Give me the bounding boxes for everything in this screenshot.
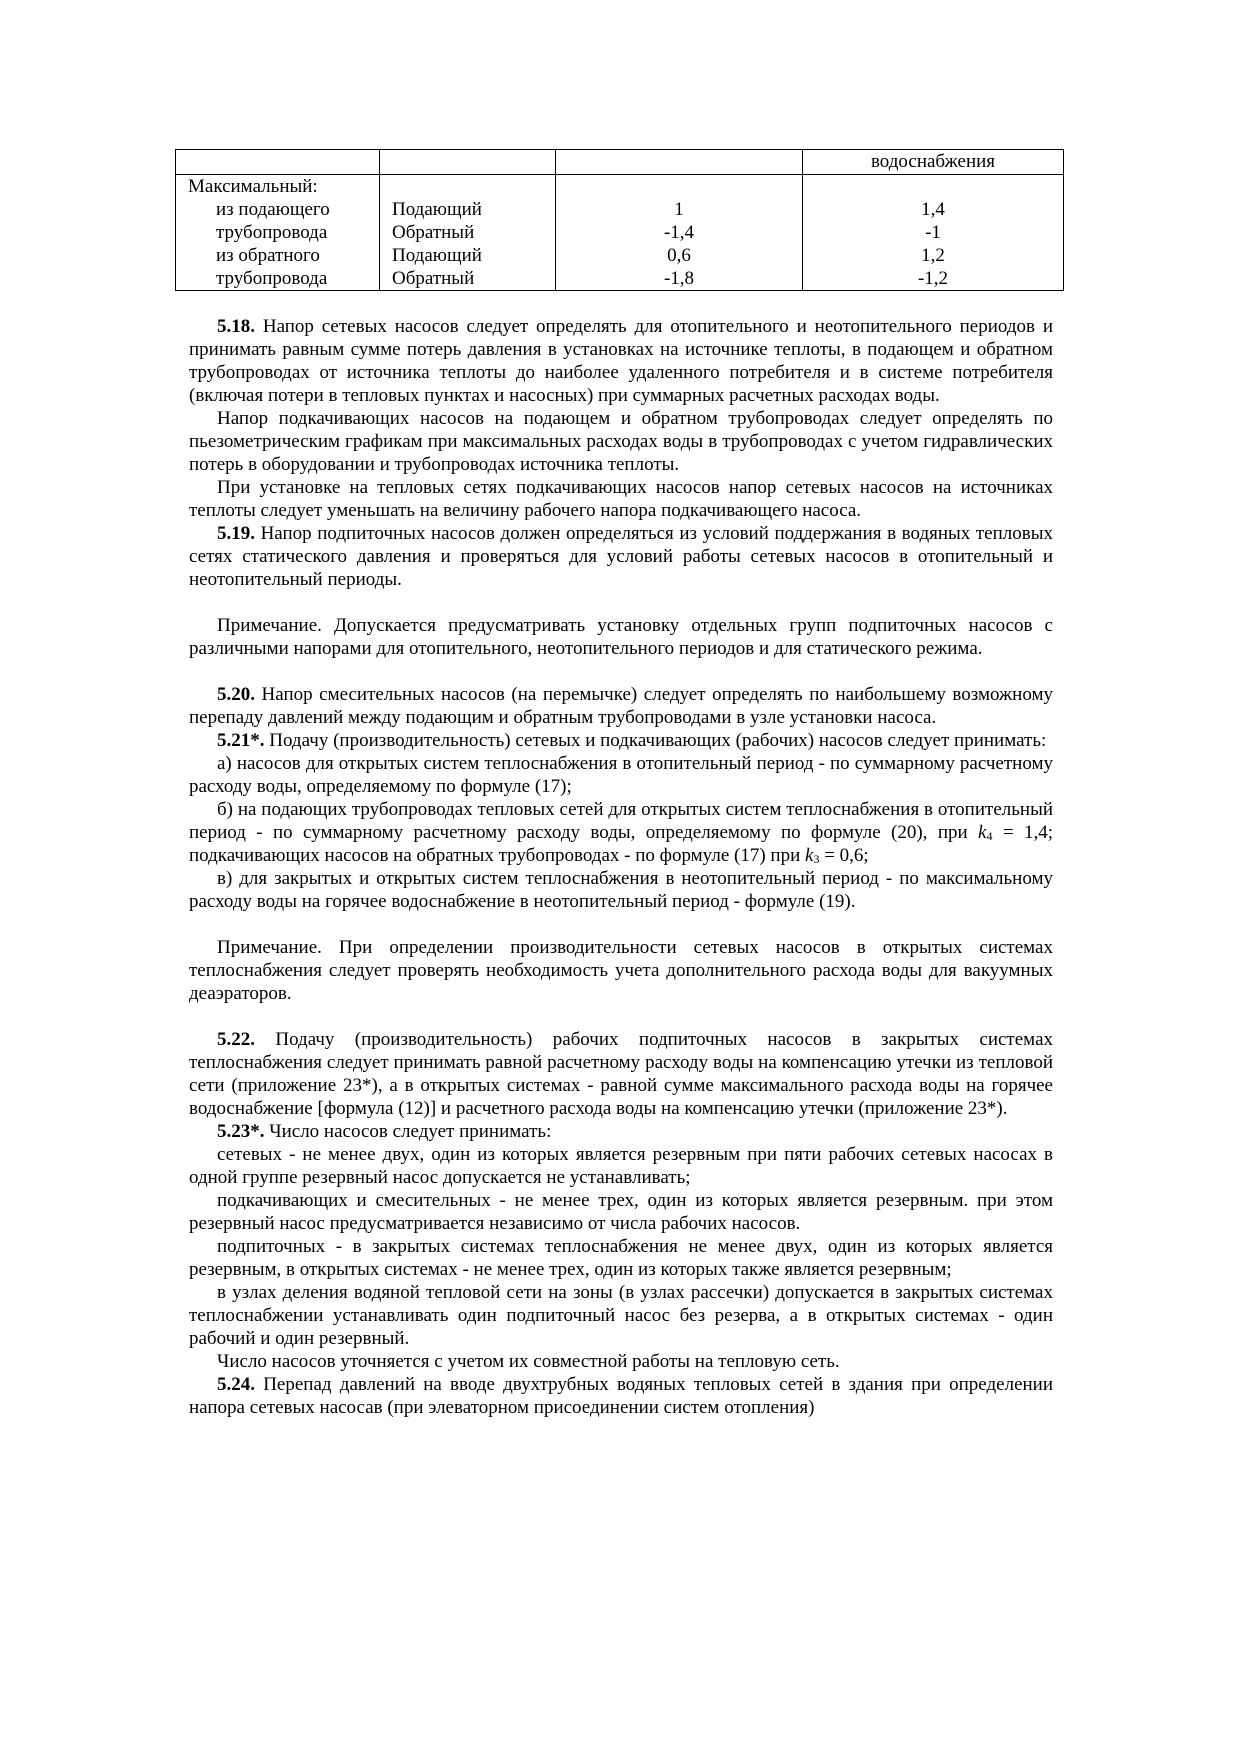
formula-variable: k	[805, 845, 814, 866]
cell-text: 1,4	[921, 199, 945, 220]
table-header-cell	[176, 150, 380, 175]
clause-number: 5.20.	[217, 684, 255, 705]
table-row	[176, 175, 1064, 291]
cell-text: Обратный	[392, 222, 475, 243]
cell-text: из подающего	[216, 199, 330, 220]
clause-number: 5.21*.	[217, 730, 265, 751]
paragraph-5-23	[189, 1120, 1053, 1143]
clause-number: 5.22.	[217, 1029, 255, 1050]
cell-text	[392, 175, 555, 198]
cell-text: -1	[925, 222, 941, 243]
list-item: сетевых - не менее двух, один из которых является резервным при пяти рабочих сетевых насосах в одной группе резервный насос допускается не устанавливать;	[189, 1144, 1053, 1188]
paragraph-text: б) на подающих трубопроводах тепловых сетей для открытых систем теплоснабжения в отопительный период - по суммарному расчетному расходу воды, определяемому по формуле (20), при	[189, 799, 1053, 843]
note-paragraph: Примечание. Допускается предусматривать установку отдельных групп подпиточных насосов с различными напорами для отопительного, неотопительного периодов и для статического режима.	[189, 615, 1053, 659]
list-item: подкачивающих и смесительных - не менее трех, один из которых является резервным. при этом резервный насос предусматривается независимо от числа рабочих насосов.	[189, 1190, 1053, 1234]
clause-number: 5.18.	[217, 316, 255, 337]
formula-subscript: 4	[986, 829, 993, 843]
paragraph-text: Подачу (производительность) сетевых и подкачивающих (рабочих) насосов следует принимать:	[264, 730, 1047, 751]
cell-text	[803, 175, 1063, 198]
table-cell-coef-a	[556, 175, 803, 291]
formula-subscript: 3	[813, 852, 820, 866]
clause-number: 5.23*.	[217, 1121, 265, 1142]
cell-text: 1	[674, 199, 684, 220]
paragraph-text: = 0,6;	[819, 845, 869, 866]
paragraph-text: Напор смесительных насосов (на перемычке) следует определять по наибольшему возможному перепаду давлений между подающим и обратным трубопроводами в узле установки насоса.	[189, 684, 1053, 728]
cell-text: Подающий	[392, 245, 482, 266]
list-item: в узлах деления водяной тепловой сети на зоны (в узлах рассечки) допускается в закрытых системах теплоснабжении устанавливать один подпиточный насос без резерва, а в открытых системах - один рабочий и один резервный.	[189, 1282, 1053, 1349]
note-paragraph: Примечание. При определении производительности сетевых насосов в открытых системах теплоснабжения следует проверять необходимость учета дополнительного расхода воды для вакуумных деаэраторов.	[189, 937, 1053, 1004]
paragraph-text: Напор сетевых насосов следует определять для отопительного и неотопительного периодов и принимать равным сумме потерь давления в установках на источнике теплоты, в подающем и обратном трубопроводах от источника теплоты до наиболее удаленного потребителя и в системе потребителя (включая потери в тепловых пунктах и насосных) при суммарных расчетных расходах воды.	[189, 316, 1053, 406]
table-cell-pipeline	[380, 175, 556, 291]
list-item: в) для закрытых и открытых систем теплоснабжения в неотопительный период - по максимальному расходу воды на горячее водоснабжение в неотопительный период - формуле (19).	[189, 868, 1053, 912]
paragraph-5-21	[189, 729, 1053, 752]
paragraph-5-19	[189, 522, 1053, 591]
paragraph-5-22	[189, 1028, 1053, 1120]
cell-text: -1,4	[663, 222, 695, 243]
cell-text: трубопровода	[216, 222, 328, 243]
list-item: а) насосов для открытых систем теплоснабжения в отопительный период - по суммарному расчетному расходу воды, определяемому по формуле (17);	[189, 753, 1053, 797]
paragraph: Число насосов уточняется с учетом их совместной работы на тепловую сеть.	[217, 1351, 840, 1372]
table-header-cell: водоснабжения	[803, 150, 1064, 175]
list-item	[189, 798, 1053, 867]
cell-text: Максимальный:	[188, 176, 318, 197]
clause-number: 5.24.	[217, 1374, 255, 1395]
table-cell-mode	[176, 175, 380, 291]
paragraph-5-20	[189, 683, 1053, 729]
cell-text: трубопровода	[216, 268, 328, 289]
clause-number: 5.19.	[217, 523, 255, 544]
table-header-cell	[380, 150, 556, 175]
paragraph: При установке на тепловых сетях подкачивающих насосов напор сетевых насосов на источниках теплоты следует уменьшать на величину рабочего напора подкачивающего насоса.	[189, 477, 1053, 521]
document-body	[189, 315, 1053, 1419]
paragraph-text: Напор подпиточных насосов должен определяться из условий поддержания в водяных тепловых сетях статического давления и проверяться для условий работы сетевых насосов в отопительный и неотопительный периоды.	[189, 523, 1053, 590]
paragraph-5-24	[189, 1373, 1053, 1419]
paragraph: Напор подкачивающих насосов на подающем и обратном трубопроводах следует определять по пьезометрическим графикам при максимальных расходах воды в трубопроводах с учетом гидравлических потерь в оборудовании и трубопроводах источника теплоты.	[189, 408, 1053, 475]
paragraph-5-18	[189, 315, 1053, 407]
table-header-row	[176, 150, 1064, 175]
cell-text: 1,2	[921, 245, 945, 266]
list-item: подпиточных - в закрытых системах теплоснабжения не менее двух, один из которых является резервным, в открытых системах - не менее трех, один из которых также является резервным;	[189, 1236, 1053, 1280]
cell-text: Подающий	[392, 199, 482, 220]
cell-text: -1,8	[663, 268, 695, 289]
cell-text: из обратного	[216, 245, 320, 266]
paragraph-text: = 1,4; подкачивающих насосов на обратных трубопроводах - по формуле (17) при	[189, 822, 1053, 866]
table-cell-coef-b	[803, 175, 1064, 291]
paragraph-text: Перепад давлений на вводе двухтрубных водяных тепловых сетей в здания при определении напора сетевых насосав (при элеваторном присоединении систем отопления)	[189, 1374, 1053, 1418]
table-header-cell	[556, 150, 803, 175]
formula-variable: k	[978, 822, 987, 843]
pressure-table	[175, 149, 1064, 291]
cell-text: 0,6	[667, 245, 691, 266]
cell-text: -1,2	[917, 268, 949, 289]
paragraph-text: Число насосов следует принимать:	[264, 1121, 552, 1142]
paragraph-text: Подачу (производительность) рабочих подпиточных насосов в закрытых системах теплоснабжения следует принимать равной расчетному расходу воды на компенсацию утечки из тепловой сети (приложение 23*), а в открытых системах - равной сумме максимального расхода воды на горячее водоснабжение [формула (12)] и расчетного расхода воды на компенсацию утечки (приложение 23*).	[189, 1029, 1053, 1119]
cell-text: Обратный	[392, 268, 475, 289]
cell-text	[556, 175, 802, 198]
